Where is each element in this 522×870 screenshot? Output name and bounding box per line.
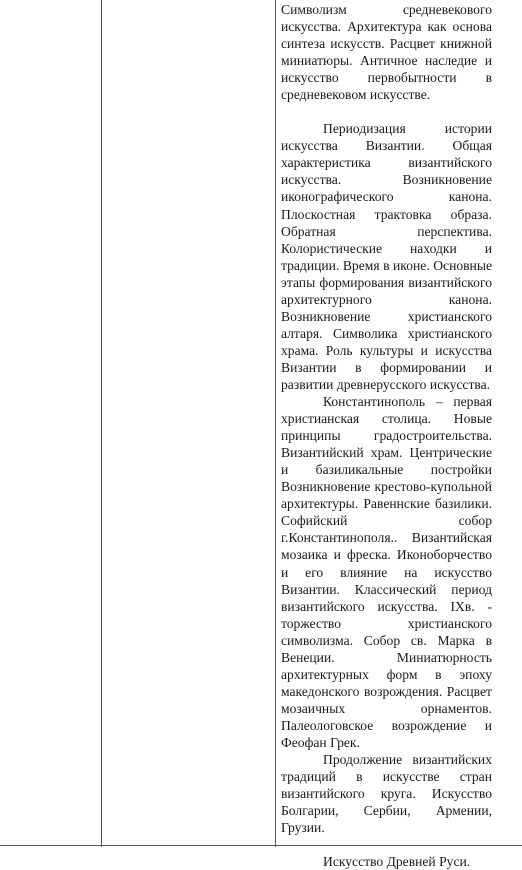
paragraph-gap: [281, 836, 492, 853]
table-border-left-col-start: [101, 0, 102, 847]
paragraph-constantinople: Константинополь – первая христианская столица. Новые принципы градостроительства. Византийский храм. Центрические и базиликальные постройки Возникновение крестово-купольной архитектуры. Равеннские базилики. Софийский собор г.Константинополя.. Византийская мозаика и фреска. Иконоборчество и его влияние на искусство Византии. Классический период византийского искусства. IXв. - торжество христианского символизма. Собор св. Марка в Венеции. Миниатюрность архитектурных форм в эпоху македонского возрождения. Расцвет мозаичных орнаментов. Палеологовское возрождение и Феофан Грек.: [281, 394, 492, 750]
paragraph-byzantine-traditions: Продолжение византийских традиций в искусстве стран византийского круга. Искусство Болгарии, Сербии, Армении, Грузии.: [281, 752, 492, 836]
paragraph-byzantine-periodization: Периодизация истории искусства Византии. Общая характеристика византийского искусства. Возникновение иконографического канона. Плоскостная трактовка образа. Обратная перспектива. Колористические находки и традиции. Время в иконе. Основные этапы формирования византийского архитектурного канона. Возникновение христианского алтаря. Символика христианского храма. Роль культуры и искусства Византии в формировании и развитии древнерусского искусства.: [281, 121, 492, 392]
paragraph-gap: [281, 103, 492, 120]
paragraph-ancient-rus: Искусство Древней Руси.: [323, 854, 471, 870]
table-border-middle: [275, 0, 276, 847]
table-cell-content: [281, 1, 492, 870]
paragraph-medieval-symbolism: Символизм средневекового искусства. Архитектура как основа синтеза искусств. Расцвет книжной миниатюры. Античное наследие и искусство первобытности в средневековом искусстве.: [281, 2, 492, 103]
